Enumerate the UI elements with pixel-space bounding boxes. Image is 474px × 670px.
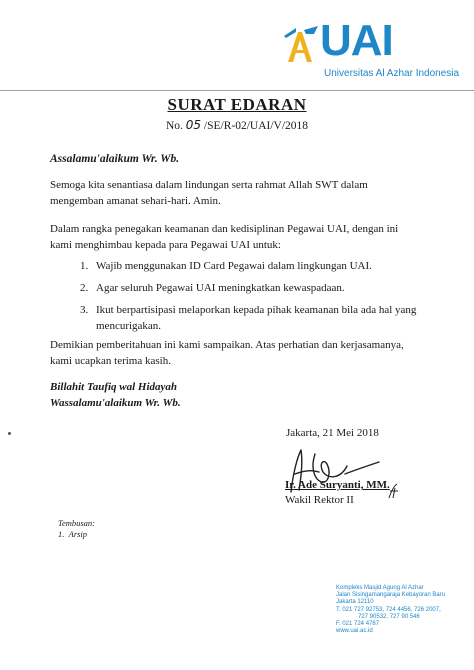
address-line: Jalan Sisingamangaraja Kebayoran Baru bbox=[336, 592, 446, 599]
logo-subtitle: Universitas Al Azhar Indonesia bbox=[324, 68, 460, 79]
closing-salutation bbox=[50, 379, 181, 411]
number-handwritten: 05 bbox=[185, 118, 202, 132]
number-suffix: /SE/R-02/UAI/V/2018 bbox=[203, 120, 309, 132]
list-item-text: Agar seluruh Pegawai UAI meningkatkan kewaspadaan. bbox=[96, 282, 345, 294]
initial-mark-icon bbox=[386, 482, 400, 500]
list-item-number: 3. bbox=[80, 304, 89, 316]
uai-emblem-icon bbox=[284, 26, 318, 66]
header-divider bbox=[0, 90, 474, 91]
footer-address bbox=[336, 585, 466, 635]
cc-title: Tembusan: bbox=[58, 518, 95, 528]
list-item-number: 2. bbox=[80, 282, 89, 294]
address-line: Jakarta 12110 bbox=[336, 599, 374, 606]
document-number bbox=[0, 118, 474, 132]
greeting: Assalamu'alaikum Wr. Wb. bbox=[50, 153, 180, 165]
address-line: F. 021 724 4767 bbox=[336, 621, 380, 628]
paragraph-opening: Semoga kita senantiasa dalam lindungan serta rahmat Allah SWT dalam mengemban amanat sehari-hari. Amin. bbox=[50, 179, 368, 207]
list-item-number: 1. bbox=[80, 260, 89, 272]
closing-line-1: Billahit Taufiq wal Hidayah bbox=[50, 381, 178, 393]
document-title: SURAT EDARAN bbox=[167, 95, 307, 114]
list-item bbox=[80, 258, 421, 274]
closing-line-2: Wassalamu'alaikum Wr. Wb. bbox=[50, 397, 181, 409]
cc-item bbox=[58, 529, 87, 539]
list-item bbox=[80, 280, 421, 296]
address-line: T. 021 727 92753, 724 4456, 726 2007, bbox=[336, 606, 441, 613]
list-item-text: Ikut berpartisipasi melaporkan kepada pihak keamanan bila ada hal yang mencurigakan. bbox=[96, 304, 417, 332]
paragraph-intro: Dalam rangka penegakan keamanan dan kedisiplinan Pegawai UAI, dengan ini kami menghimbau kepada para Pegawai UAI untuk: bbox=[50, 223, 399, 251]
letter-date: Jakarta, 21 Mei 2018 bbox=[286, 427, 379, 439]
address-line: 727 90532, 727 90 546 bbox=[358, 613, 420, 620]
list-item bbox=[80, 302, 421, 334]
paragraph-closing: Demikian pemberitahuan ini kami sampaikan. Atas perhatian dan kerjasamanya, kami ucapkan terima kasih. bbox=[50, 339, 404, 367]
address-line: Kompleks Masjid Agung Al Azhar bbox=[336, 585, 424, 591]
instruction-list bbox=[80, 258, 421, 340]
list-item-text: Wajib menggunakan ID Card Pegawai dalam lingkungan UAI. bbox=[96, 260, 372, 272]
cc-item-number: 1. bbox=[58, 529, 65, 539]
address-line: www.uai.ac.id bbox=[336, 628, 373, 635]
scan-speck bbox=[8, 432, 11, 435]
number-prefix: No. bbox=[165, 120, 183, 132]
signer-name: Ir. Ade Suryanti, MM. bbox=[285, 479, 390, 491]
signer-role: Wakil Rektor II bbox=[285, 494, 354, 506]
logo-text: UAI bbox=[320, 16, 393, 65]
uai-logo bbox=[284, 16, 460, 79]
cc-item-text: Arsip bbox=[68, 529, 88, 539]
